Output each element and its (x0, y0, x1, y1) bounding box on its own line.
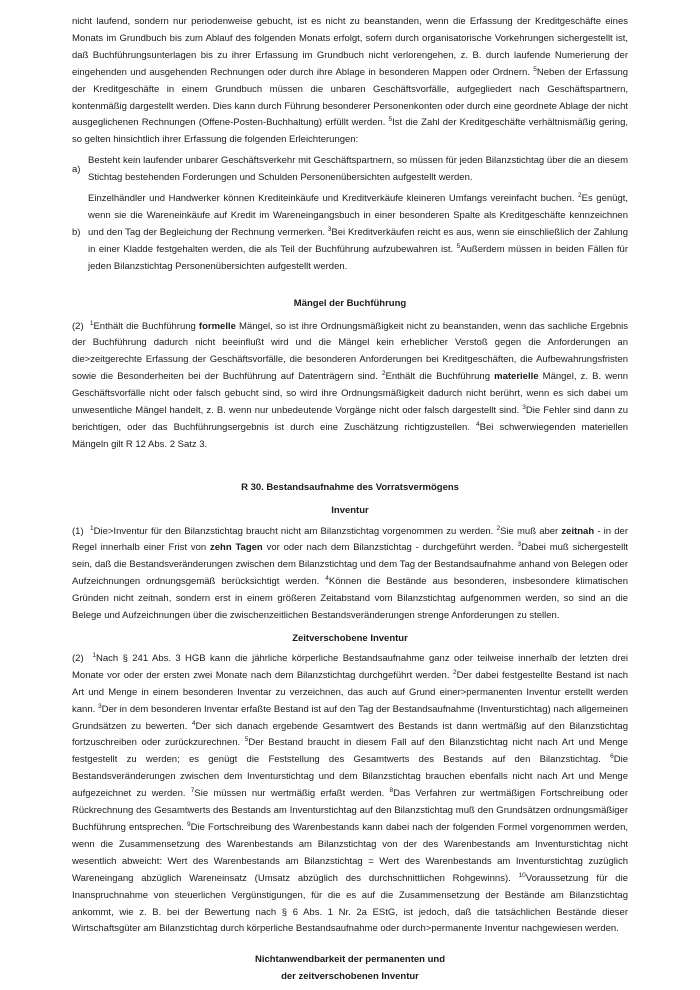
list-marker: b) (72, 226, 81, 238)
subsection-heading-inventur: Inventur (331, 504, 369, 516)
intro-paragraph: nicht laufend, sondern nur periodenweise gebucht, ist es nicht zu beanstanden, wenn die Erfassung der Kreditgeschäfte eines Monats im Grundbuch bis zum Ablauf des folgenden Monats erfolgt, sofern durch organisatorische Vorkehrungen sichergestellt ist, daß Buchführungsunterlagen bis zu ihrer Erfassung im Grundbuch nicht verlorengehen, z. B. durch laufende Numerierung der eingehenden und ausgehenden Rechnungen oder durch ihre Ablage in besonderen Mappen oder Ordnern. $^5$Neben der Erfassung der Kreditgeschäfte in einem Grundbuch müssen die unbaren Geschäftsvorfälle, aufgegliedert nach Geschäftspartnern, kontenmäßig dargestellt werden. Dies kann durch Führung besonderer Personenkonten oder durch eine geordnete Ablage der nicht ausgeglichenen Rechnungen (Offene-Posten-Buchhaltung) erfüllt werden. $^5$Ist die Zahl der Kreditgeschäfte verhältnismäßig gering, so gelten hinsichtlich ihrer Erfassung die folgenden Erleichterungen: (72, 16, 629, 146)
inventur-paragraph: (1) $^1$Die>Inventur für den Bilanzstichtag braucht nicht am Bilanzstichtag vorgenommen zu werden. $^2$Sie muß aber zeitnah - in der Regel innerhalb einer Frist von zehn Tagen vor oder nach dem Bilanzstichtag - durchgeführt werden. $^3$Dabei muß sichergestellt sein, daß die Bestandsveränderungen zwischen dem Bilanzstichtag und dem Tag der Bestandsaufnahme anhand von Belegen oder Aufzeichnungen ordnungsgemäß berücksichtigt werden. $^4$Können die Bestände aus besonderen, insbesondere klimatischen Gründen nicht zeitnah, sondern erst in einem größeren Zeitabstand vom Bilanzstichtag aufgenommen werden, so sind an die Belege und Aufzeichnungen über die zwischenzeitlichen Bestandsveränderungen strenge Anforderungen zu stellen. (72, 524, 629, 622)
maengel-paragraph: (2) $^1$Enthält die Buchführung formelle Mängel, so ist ihre Ordnungsmäßigkeit nicht zu beanstanden, wenn das sachliche Ergebnis der Buchführung dadurch nicht beeinflußt wird und die Mängel kein erheblicher Verstoß gegen die Anforderungen an die>zeitgerechte Erfassung der Geschäftsvorfälle, die besonderen Anforderungen bei Kreditgeschäften, die Aufbewahrungsfristen sowie die Besonderheiten bei der Buchführung auf Datenträgern sind. $^2$Enthält die Buchführung materielle Mängel, z. B. wenn Geschäftsvorfälle nicht oder falsch gebucht sind, so wird ihre Ordnungsmäßigkeit dadurch nicht berührt, wenn es sich dabei um unwesentliche Mängel handelt, z. B. wenn nur unbedeutende Vorgänge nicht oder falsch dargestellt sind. $^3$Die Fehler sind dann zu berichtigen, oder das Buchführungsergebnis ist durch eine Zuschätzung richtigzustellen. $^4$Bei schwerwiegenden materiellen Mängeln gilt R 12 Abs. 2 Satz 3. (72, 319, 629, 450)
document-page (72, 14, 628, 986)
section-heading-maengel: Mängel der Buchführung (293, 297, 407, 309)
heading-line-2: der zeitverschobenen Inventur (281, 971, 419, 983)
section-heading-r30: R 30. Bestandsaufnahme des Vorratsvermögens (241, 481, 459, 493)
list-item-text: Einzelhändler und Handwerker können Krediteinkäufe und Kreditverkäufe kleineren Umfangs vereinfacht buchen. $^2$Es genügt, wenn sie die Wareneinkäufe auf Kredit im Wareneingangsbuch in einer besonderen Spalte als Kreditgeschäfte kennzeichnen und den Tag der Begleichung der Rechnung vermerken. $^3$Bei Kreditverkäufen reicht es aus, wenn sie einschließlich der Zahlung in einer Kladde festgehalten werden, die als Teil der Buchführung aufzubewahren ist. $^5$Außerdem müssen in beiden Fällen für jeden Bilanzstichtag Personenübersichten aufgestellt werden. (88, 192, 629, 272)
list-item-a (72, 153, 628, 187)
heading-line-1: Nichtanwendbarkeit der permanenten und (254, 954, 446, 966)
list-marker: a) (72, 163, 81, 175)
subsection-heading-zeitverschobene-inventur: Zeitverschobene Inventur (292, 633, 408, 644)
subsection-heading-nichtanwendbarkeit (72, 952, 628, 986)
zeitverschobene-inventur-paragraph: (2) $^1$Nach § 241 Abs. 3 HGB kann die jährliche körperliche Bestandsaufnahme ganz oder teilweise innerhalb der letzten drei Monate vor oder der ersten zwei Monate nach dem Bilanzstichtag durchgeführt werden. $^2$Der dabei festgestellte Bestand ist nach Art und Menge in einem besonderen Inventar zu verzeichnen, das auch auf Grund einer>permanenten Inventur erstellt werden kann. $^3$Der in dem besonderen Inventar erfaßte Bestand ist auf den Tag der Bestandsaufnahme (Inventurstichtag) nach allgemeinen Grundsätzen zu bewerten. $^4$Der sich danach ergebende Gesamtwert des Bestands ist dann wertmäßig auf den Bilanzstichtag fortzuschreiben oder zurückzurechnen. $^5$Der Bestand braucht in diesem Fall auf den Bilanzstichtag nicht nach Art und Menge festgestellt zu werden; es genügt die Feststellung des Gesamtwerts des Bestands auf den Bilanzstichtag. $^6$Die Bestandsveränderungen zwischen dem Inventurstichtag und dem Bilanzstichtag brauchen ebenfalls nicht nach Art und Menge aufgezeichnet zu werden. $^7$Sie müssen nur wertmäßig erfaßt werden. $^8$Das Verfahren zur wertmäßigen Fortschreibung oder Rückrechnung des Gesamtwerts des Bestands am Inventurstichtag auf den Bilanzstichtag muß den Grundsätzen ordnungsmäßiger Buchführung entsprechen. $^9$Die Fortschreibung des Warenbestands kann dabei nach der folgenden Formel vorgenommen werden, wenn die Zusammensetzung des Warenbestands am Bilanzstichtag von der des Warenbestands am Inventurstichtag nicht wesentlich abweicht: Wert des Warenbestands am Bilanzstichtag = Wert des Warenbestands am Inventurstichtag zuzüglich Wareneingang abzüglich Wareneinsatz (Umsatz abzüglich des durchschnittlichen Rohgewinns). $^{10}$Voraussetzung für die Inanspruchnahme von steuerlichen Vergünstigungen, für die es auf die Zusammensetzung der Bestände am Bilanzstichtag ankommt, wie z. B. bei der Bewertung nach § 6 Abs. 1 Nr. 2a EStG, ist jedoch, daß die tatsächlichen Bestände dieser Wirtschaftsgüter am Bilanzstichtag durch körperliche Bestandsaufnahme oder durch>permanente Inventur nachgewiesen werden. (72, 651, 629, 935)
list-item-b (72, 191, 628, 276)
list-item-text: Besteht kein laufender unbarer Geschäftsverkehr mit Geschäftspartnern, so müssen für jeden Bilanzstichtag über die an diesem Stichtag bestehenden Forderungen und Schulden Personenübersichten aufgestellt werden. (88, 155, 628, 184)
